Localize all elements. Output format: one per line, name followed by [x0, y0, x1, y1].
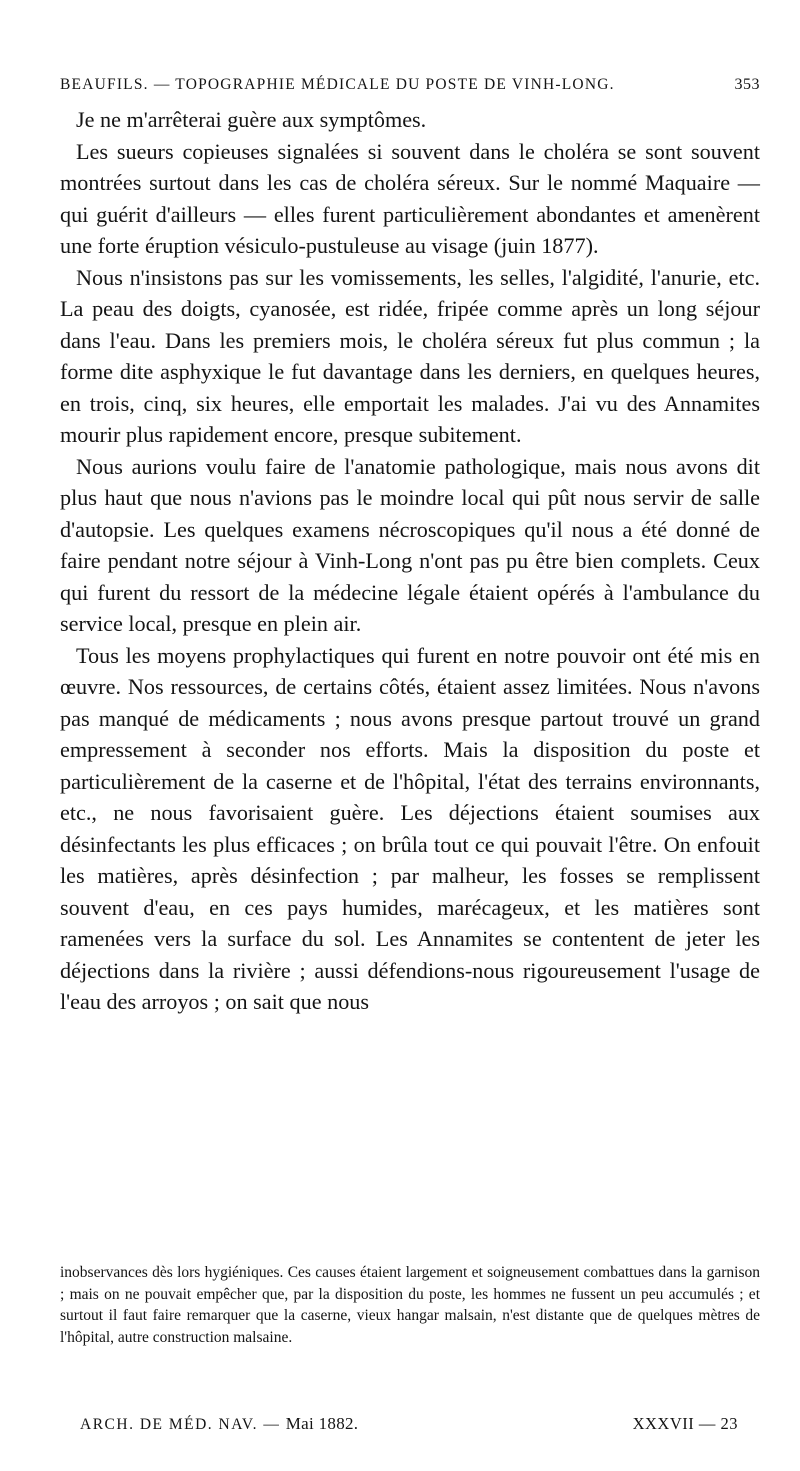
signature-mark: XXXVII — 23 — [632, 1414, 738, 1433]
paragraph: Les sueurs copieuses signalées si souvent dans le choléra se sont souvent montrées surtout dans les cas de choléra séreux. Sur le nommé Maquaire — qui guérit d'ailleurs — elles furent particulièrement abondantes et amenèrent une forte éruption vésiculo-pustuleuse au visage (juin 1877). — [60, 138, 760, 258]
journal-name: ARCH. DE MÉD. NAV. — — [80, 1416, 281, 1433]
page-footer — [80, 1414, 738, 1434]
paragraph: Nous aurions voulu faire de l'anatomie pathologique, mais nous avons dit plus haut que nous n'avions pas le moindre local qui pût nous servir de salle d'autopsie. Les quelques examens nécroscopiques qu'il nous a été donné de faire pendant notre séjour à Vinh-Long n'ont pas pu être bien complets. Ceux qui furent du ressort de la médecine légale étaient opérés à l'ambulance du service local, presque en plein air. — [60, 453, 760, 636]
running-title: BEAUFILS. — TOPOGRAPHIE MÉDICALE DU POSTE DE VINH-LONG. — [60, 76, 615, 93]
footnote — [60, 1262, 760, 1348]
issue-date: Mai 1882. — [285, 1414, 359, 1433]
paragraph: Je ne m'arrêterai guère aux symptômes. — [76, 107, 427, 132]
body-text — [60, 104, 760, 1018]
footnote-text: inobservances dès lors hygiéniques. Ces causes étaient largement et soigneusement combattues dans la garnison ; mais on ne pouvait empêcher que, par la disposition du poste, les hommes ne fussent un peu accumulés ; et surtout il faut faire remarquer que la caserne, vieux hangar malsain, n'est distante que de quelques mètres de l'hôpital, autre construction malsaine. — [60, 1264, 760, 1346]
paragraph: Nous n'insistons pas sur les vomissements, les selles, l'algidité, l'anurie, etc. La peau des doigts, cyanosée, est ridée, fripée comme après un long séjour dans l'eau. Dans les premiers mois, le choléra séreux fut plus commun ; la forme dite asphyxique le fut davantage dans les derniers, en quelques heures, en trois, cinq, six heures, elle emportait les malades. J'ai vu des Annamites mourir plus rapidement encore, presque subitement. — [60, 264, 760, 447]
running-head — [60, 76, 760, 94]
page-number: 353 — [734, 76, 760, 93]
paragraph: Tous les moyens prophylactiques qui furent en notre pouvoir ont été mis en œuvre. Nos ressources, de certains côtés, étaient assez limitées. Nous n'avons pas manqué de médicaments ; nous avons presque partout trouvé un grand empressement à seconder nos efforts. Mais la disposition du poste et particulièrement de la caserne et de l'hôpital, l'état des terrains environnants, etc., ne nous favorisaient guère. Les déjections étaient soumises aux désinfectants les plus efficaces ; on brûla tout ce qui pouvait l'être. On enfouit les matières, après désinfection ; par malheur, les fosses se remplissent souvent d'eau, en ces pays humides, marécageux, et les matières sont ramenées vers la surface du sol. Les Annamites se contentent de jeter les déjections dans la rivière ; aussi défendions-nous rigoureusement l'usage de l'eau des arroyos ; on sait que nous — [60, 642, 760, 1014]
journal-reference — [80, 1414, 358, 1434]
